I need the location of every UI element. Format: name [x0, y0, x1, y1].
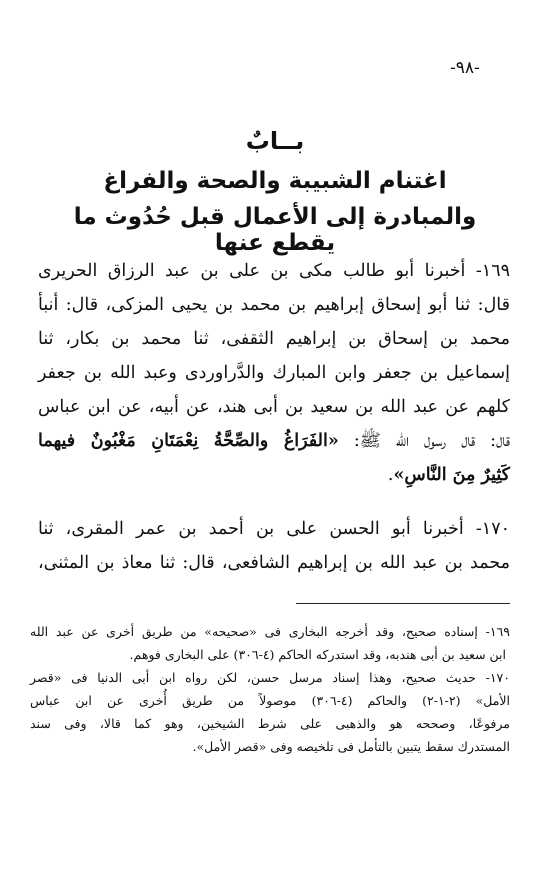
- paragraph-line: محمد بن إسحاق بن إبراهيم الثقفى، ثنا محمد بن بكار، ثنا: [38, 329, 510, 349]
- footnote-line: ١٦٩- إسناده صحيح، وقد أخرجه البخارى فى «صحيحه» من طريق أخرى عن عبد الله: [30, 624, 510, 639]
- chapter-label: بــابٌ: [245, 127, 305, 155]
- footnote-line: ابن سعيد بن أبى هندبه، وقد استدركه الحاكم (٤-٣٠٦) على البخارى فوهم.: [129, 647, 506, 662]
- hadith-169-paragraph: [38, 254, 510, 492]
- paragraph-line: ١٦٩- أخبرنا أبو طالب مكى بن على بن عبد الرزاق الحريرى: [38, 261, 510, 281]
- narration-prefix: قال: قال رسول الله ﷺ:: [338, 431, 511, 451]
- footnote-divider: [296, 603, 510, 604]
- footnote-line: الأمل» (٢-١-٢) والحاكم (٤-٣٠٦) موصولاً من طريق أُخرى عن ابن عباس: [30, 693, 510, 708]
- paragraph-line-with-hadith: [38, 424, 510, 458]
- paragraph-line-hadith-end: [38, 458, 510, 492]
- paragraph-line: محمد بن عبد الله بن إبراهيم الشافعى، قال: ثنا معاذ بن المثنى،: [38, 553, 510, 573]
- footnote-line: المستدرك سقط يتبين بالتأمل فى تلخيصه وفى «قصر الأمل».: [192, 739, 510, 754]
- paragraph-line: كلهم عن عبد الله بن سعيد بن أبى هند، عن أبيه، عن ابن عباس: [38, 397, 510, 417]
- paragraph-line: قال: ثنا أبو إسحاق إبراهيم بن محمد بن يحيى المزكى، قال: أنبأ: [38, 295, 510, 315]
- hadith-end-punct: .: [387, 465, 394, 485]
- chapter-title-line-2: والمبادرة إلى الأعمال قبل حُدُوث ما يقطع عنها: [73, 204, 477, 256]
- hadith-text-part-2: كَثِيرٌ مِنَ النَّاسِ»: [393, 465, 510, 485]
- hadith-text-part-1: «الفَرَاغُ والصِّحَّةُ نِعْمَتَانِ مَغْبُونٌ فيهما: [38, 431, 339, 451]
- footnotes: [30, 620, 510, 758]
- paragraph-line: ١٧٠- أخبرنا أبو الحسن على بن أحمد بن عمر المقرى، ثنا: [38, 519, 510, 539]
- footnote-line: مرفوعًا، وصححه هو والذهبى على شرط الشيخين، وهو كما قالا، وفى سند: [30, 716, 510, 731]
- chapter-title-line-1: اغتنام الشبيبة والصحة والفراغ: [103, 168, 447, 194]
- page-number: -٩٨-: [450, 58, 480, 78]
- footnote-line: ١٧٠- حديث صحيح، وهذا إسناد مرسل حسن، لكن رواه ابن أبى الدنيا فى «قصر: [30, 670, 510, 685]
- hadith-170-paragraph: [38, 512, 510, 580]
- paragraph-line: إسماعيل بن جعفر وابن المبارك والدَّراوردى وعبد الله بن جعفر: [38, 363, 510, 383]
